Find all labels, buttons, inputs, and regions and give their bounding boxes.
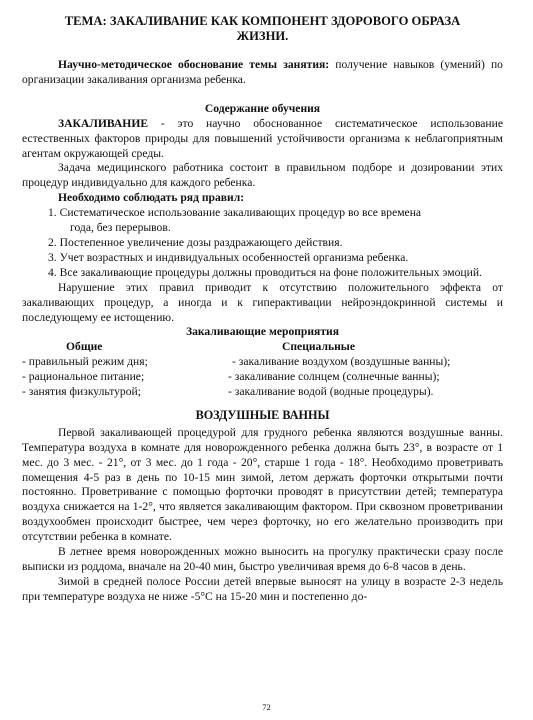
air-baths-paragraph-1: Первой закаливающей процедурой для грудного ребенка являются воздушные ванны. Температура воздуха в комнате для новорожденного ребенка должна быть 23°, в возрасте от 1 мес. до 3 мес. - 21°, от 3 мес. до 1 года - 20°, старше 1 года - 18°. Необходимо проветривать помещения 4-5 раз в день по 10-15 мин зимой, летом держать форточки открытыми почти постоянно. Проветривание с помощью форточки проводят в присутствии детей; температура воздуха снижается на 1-2°, что является закаливающим фактором. При сквозном проветривании воздухообмен происходит быстрее, чем через форточку, но его желательно производить при отсутствии ребенка в комнате. <box>22 425 503 544</box>
general-measure-item: - занятия физкультурой; <box>22 385 141 399</box>
title-line-1: ТЕМА: ЗАКАЛИВАНИЕ КАК КОМПОНЕНТ ЗДОРОВОГО ОБРАЗА <box>64 14 461 28</box>
rationale-text: получение навыков (умений) по организации закаливания организма ребенка. <box>22 58 503 86</box>
measures-column-headers <box>22 340 503 355</box>
rationale-label: Научно-методическое обоснование темы занятия: <box>58 58 330 71</box>
rule-item: 1. Систематическое использование закаливающих процедур во все времена <box>48 206 422 220</box>
title-line-2: ЖИЗНИ. <box>236 29 289 43</box>
general-measure-item: - рациональное питание; <box>22 370 145 384</box>
special-measure-item: - закаливание воздухом (воздушные ванны); <box>232 355 451 369</box>
term-hardening: ЗАКАЛИВАНИЕ <box>58 116 149 130</box>
air-baths-paragraph-2: В летнее время новорожденных можно выносить на прогулку практически сразу после выписки из роддома, вначале на 20-40 мин, быстро увеличивая время до 6-8 часов в день. <box>22 545 503 573</box>
definition-text: - это научно обоснованное систематическое использование естественных факторов природы для повышений устойчивости организма к неблагоприятным агентам окружающей среды. <box>22 116 503 160</box>
rules-heading: Необходимо соблюдать ряд правил: <box>58 191 245 205</box>
rule-item: 2. Постепенное увеличение дозы раздражающего действия. <box>48 235 343 249</box>
violation-paragraph: Нарушение этих правил приводит к отсутствию положительного эффекта от закаливающих процедур, а иногда и к гиперактивации нейроэндокринной системы и последующему ее истощению. <box>22 280 503 324</box>
definition-paragraph <box>22 117 503 162</box>
air-baths-paragraph-3: Зимой в средней полосе России детей впервые выносят на улицу в возрасте 2-3 недель при температуре воздуха не ниже -5°С на 15-20 мин и постепенно до- <box>22 574 503 603</box>
general-measures-header: Общие <box>66 340 103 354</box>
content-heading: Содержание обучения <box>204 101 321 115</box>
air-baths-heading: ВОЗДУШНЫЕ ВАННЫ <box>195 407 330 422</box>
rule-item-continuation: года, без перерывов. <box>70 221 171 235</box>
page-number: 72 <box>262 702 271 712</box>
measures-heading: Закаливающие мероприятия <box>186 325 339 339</box>
rule-item: 4. Все закаливающие процедуры должны проводиться на фоне положительных эмоций. <box>48 265 482 279</box>
special-measure-item: - закаливание солнцем (солнечные ванны); <box>228 370 440 384</box>
measures-row <box>22 385 503 400</box>
measures-row <box>22 370 503 385</box>
special-measures-header: Специальные <box>282 340 355 354</box>
general-measure-item: - правильный режим дня; <box>22 355 148 369</box>
special-measure-item: - закаливание водой (водные процедуры). <box>228 385 434 399</box>
task-paragraph: Задача медицинского работника состоит в правильном подборе и дозировании этих процедур индивидуально для каждого ребенка. <box>22 161 503 190</box>
page-title <box>22 14 503 44</box>
measures-row <box>22 355 503 370</box>
rationale-paragraph <box>22 58 503 88</box>
rule-item: 3. Учет возрастных и индивидуальных особенностей организма ребенка. <box>48 250 409 264</box>
